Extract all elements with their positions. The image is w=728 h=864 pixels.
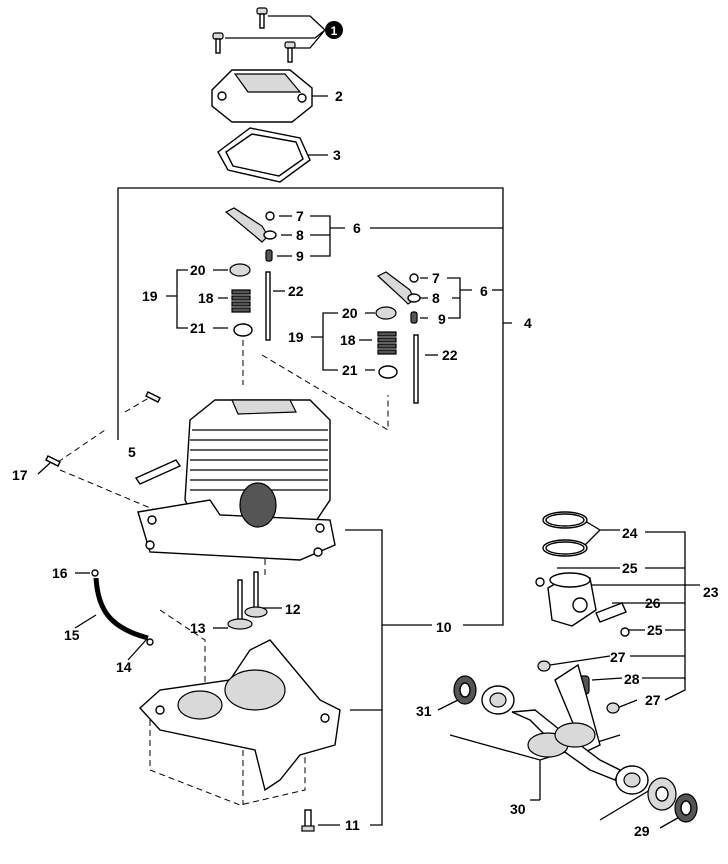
valve-spring-upper-icon (230, 264, 270, 340)
piston-ring-icon (543, 512, 587, 556)
callout-22-upper: 22 (288, 283, 304, 299)
callout-8-lower: 8 (432, 290, 440, 306)
callout-31: 31 (416, 703, 432, 719)
piston-icon (536, 573, 629, 636)
callout-30: 30 (510, 801, 526, 817)
callout-23: 23 (703, 584, 719, 600)
callout-19-lower: 19 (288, 329, 304, 345)
callout-6-lower: 6 (480, 283, 488, 299)
callout-25-lower: 25 (647, 622, 663, 638)
callout-17: 17 (12, 467, 28, 483)
rocker-arm-upper-icon (226, 208, 276, 261)
callout-21-lower: 21 (342, 362, 358, 378)
callout-18-lower: 18 (340, 332, 356, 348)
callout-9-lower: 9 (438, 311, 446, 327)
pin-icon (46, 392, 180, 484)
callout-3: 3 (333, 147, 341, 163)
crankcase-icon (140, 640, 340, 831)
breather-tube-icon (92, 570, 153, 645)
callout-20-lower: 20 (342, 305, 358, 321)
callout-7-lower: 7 (432, 270, 440, 286)
callout-22-lower: 22 (442, 347, 458, 363)
leader-lines (38, 16, 700, 828)
callout-27-upper: 27 (610, 649, 626, 665)
callout-16: 16 (52, 565, 68, 581)
callout-21-upper: 21 (190, 320, 206, 336)
callout-18-upper: 18 (198, 290, 214, 306)
callout-11: 11 (345, 817, 360, 833)
callout-19-upper: 19 (142, 288, 158, 304)
callout-5: 5 (128, 444, 136, 460)
valve-cover-icon (212, 70, 312, 122)
callout-14: 14 (116, 659, 132, 675)
callout-2: 2 (335, 88, 343, 104)
callout-28: 28 (624, 671, 640, 687)
callout-20-upper: 20 (190, 262, 206, 278)
callout-1: 1 (330, 24, 338, 38)
callout-15: 15 (64, 627, 80, 643)
callout-9-upper: 9 (296, 248, 304, 264)
gasket-icon (218, 128, 310, 182)
valve-icon (228, 572, 267, 629)
callout-12: 12 (285, 601, 301, 617)
callout-4: 4 (524, 315, 532, 331)
callout-25-upper: 25 (622, 560, 638, 576)
callout-10: 10 (436, 619, 452, 635)
callout-26: 26 (645, 595, 661, 611)
callout-24: 24 (622, 525, 638, 541)
callout-7-upper: 7 (296, 208, 304, 224)
callout-13: 13 (190, 620, 206, 636)
cylinder-icon (138, 400, 335, 560)
callout-27-lower: 27 (645, 692, 661, 708)
callout-29: 29 (634, 823, 650, 839)
gear-icon (648, 778, 676, 810)
callout-6-upper: 6 (353, 220, 361, 236)
callout-8-upper: 8 (296, 227, 304, 243)
